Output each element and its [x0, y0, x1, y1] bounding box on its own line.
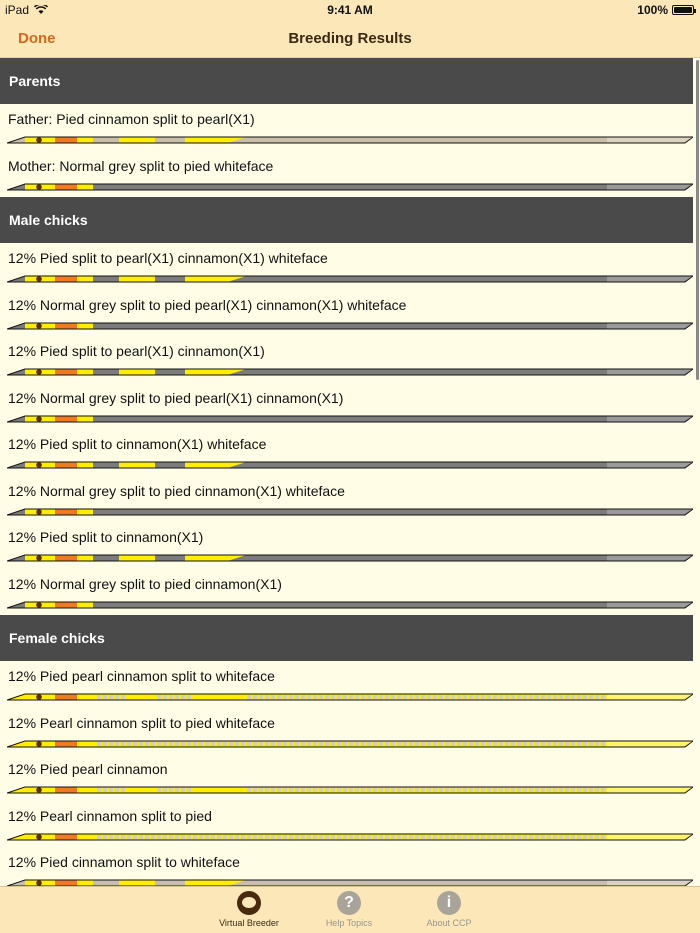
- result-label: 12% Normal grey split to pied cinnamon(X1) whiteface: [8, 482, 345, 499]
- bird-color-bar: [7, 508, 693, 516]
- tab-label: Help Topics: [325, 918, 373, 928]
- section-header: Female chicks: [0, 615, 693, 661]
- result-row[interactable]: [0, 847, 693, 886]
- result-label: 12% Pied split to cinnamon(X1): [8, 529, 204, 545]
- bird-color-bar: [7, 415, 693, 423]
- result-label: Father: Pied cinnamon split to pearl(X1): [8, 111, 255, 127]
- bird-color-bar: [7, 601, 693, 609]
- eye-icon: [36, 509, 42, 515]
- bird-color-bar: [7, 740, 693, 748]
- battery-icon: [672, 5, 694, 15]
- result-label: Mother: Normal grey split to pied whiteface: [8, 157, 274, 174]
- eye-icon: [36, 276, 42, 282]
- status-right: [637, 3, 694, 17]
- tab-label: Virtual Breeder: [219, 918, 279, 928]
- eye-icon: [36, 694, 42, 700]
- eye-icon: [36, 741, 42, 747]
- bird-color-bar: [7, 322, 693, 330]
- eye-icon: [36, 602, 42, 608]
- tab-label: About CCP: [426, 918, 472, 928]
- tab-bar: [0, 886, 700, 933]
- scroll-indicator[interactable]: [696, 60, 699, 380]
- result-label: 12% Pied pearl cinnamon: [8, 761, 168, 777]
- result-label: 12% Normal grey split to pied pearl(X1) cinnamon(X1) whiteface: [8, 296, 407, 313]
- bird-color-bar: [7, 786, 693, 794]
- nav-bar: [0, 20, 700, 58]
- eye-icon: [36, 787, 42, 793]
- eye-icon: [36, 184, 42, 190]
- page-title: Breeding Results: [288, 30, 412, 47]
- bird-color-bar: [7, 879, 693, 886]
- bird-color-bar: [7, 693, 693, 701]
- result-label: 12% Pied split to cinnamon(X1) whiteface: [8, 436, 267, 452]
- result-row[interactable]: [0, 290, 693, 337]
- result-row[interactable]: [0, 104, 693, 151]
- bird-color-bar: [7, 554, 693, 562]
- eye-icon: [36, 834, 42, 840]
- result-label: 12% Pied split to pearl(X1) cinnamon(X1): [8, 343, 265, 359]
- result-row[interactable]: [0, 476, 693, 523]
- section-header: Parents: [0, 58, 693, 104]
- result-row[interactable]: [0, 708, 693, 755]
- bird-color-bar: [7, 275, 693, 283]
- bird-icon: [237, 891, 261, 915]
- bird-color-bar: [7, 368, 693, 376]
- bird-color-bar: [7, 136, 693, 144]
- bird-color-bar: [7, 461, 693, 469]
- result-label: 12% Pied pearl cinnamon split to whiteface: [8, 668, 275, 684]
- results-list[interactable]: [0, 58, 693, 886]
- eye-icon: [36, 462, 42, 468]
- result-label: 12% Normal grey split to pied cinnamon(X1): [8, 575, 282, 592]
- eye-icon: [36, 880, 42, 886]
- tab-help-topics[interactable]: [304, 891, 394, 928]
- result-label: 12% Pied split to pearl(X1) cinnamon(X1) whiteface: [8, 250, 328, 266]
- result-row[interactable]: [0, 383, 693, 430]
- result-row[interactable]: [0, 754, 693, 801]
- status-time: 9:41 AM: [327, 3, 373, 17]
- result-row[interactable]: [0, 243, 693, 290]
- tab-virtual-breeder[interactable]: [204, 891, 294, 928]
- battery-percent: 100%: [637, 3, 668, 17]
- done-button[interactable]: Done: [18, 30, 56, 47]
- result-row[interactable]: [0, 801, 693, 848]
- result-row[interactable]: [0, 569, 693, 616]
- eye-icon: [36, 137, 42, 143]
- question-icon: ?: [337, 891, 361, 915]
- eye-icon: [36, 323, 42, 329]
- result-row[interactable]: [0, 429, 693, 476]
- info-icon: i: [437, 891, 461, 915]
- result-label: 12% Pied cinnamon split to whiteface: [8, 854, 240, 870]
- result-row[interactable]: [0, 661, 693, 708]
- result-row[interactable]: [0, 522, 693, 569]
- result-row[interactable]: [0, 336, 693, 383]
- eye-icon: [36, 555, 42, 561]
- tab-about-ccp[interactable]: [404, 891, 494, 928]
- result-row[interactable]: [0, 151, 693, 198]
- status-bar: [0, 0, 700, 20]
- bird-color-bar: [7, 183, 693, 191]
- device-name: iPad: [5, 3, 30, 17]
- section-header: Male chicks: [0, 197, 693, 243]
- result-label: 12% Pearl cinnamon split to pied whiteface: [8, 714, 275, 731]
- result-label: 12% Normal grey split to pied pearl(X1) cinnamon(X1): [8, 389, 344, 406]
- eye-icon: [36, 369, 42, 375]
- result-label: 12% Pearl cinnamon split to pied: [8, 807, 212, 824]
- bird-color-bar: [7, 833, 693, 841]
- eye-icon: [36, 416, 42, 422]
